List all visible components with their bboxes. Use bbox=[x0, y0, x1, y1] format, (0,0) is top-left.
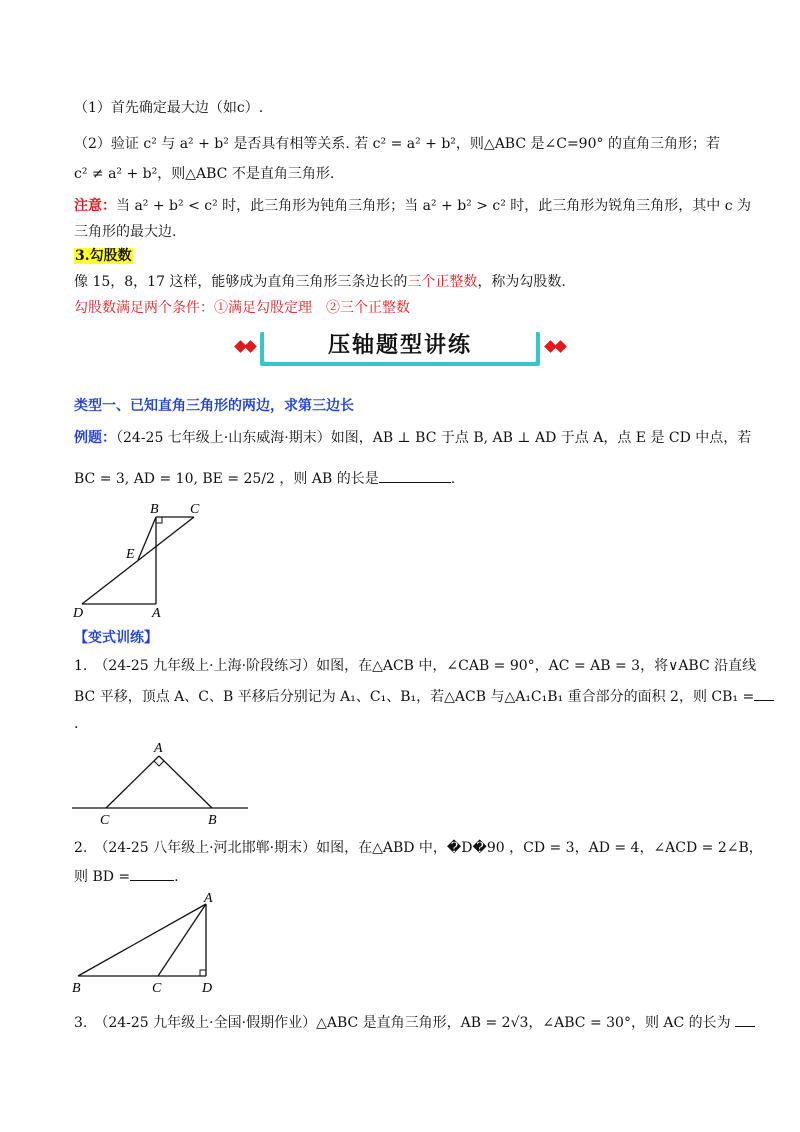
period: . bbox=[450, 471, 456, 487]
fig1-label: A bbox=[152, 606, 161, 620]
gougu-conditions: 勾股数满足两个条件：①满足勾股定理 ②三个正整数 bbox=[74, 300, 410, 316]
section-3-label: 3.勾股数 bbox=[75, 248, 132, 264]
fig3-label: B bbox=[72, 981, 81, 996]
fig2-label: C bbox=[100, 813, 110, 828]
period: . bbox=[174, 869, 179, 885]
q1-line-c: . bbox=[74, 716, 79, 732]
gougu-text-b: ，称为勾股数. bbox=[477, 274, 566, 290]
note-cont: 三角形的最大边. bbox=[74, 224, 177, 240]
answer-blank[interactable] bbox=[735, 1012, 755, 1027]
figure-3 bbox=[66, 890, 226, 1000]
fig3-label: A bbox=[204, 891, 213, 906]
answer-blank[interactable] bbox=[379, 468, 451, 483]
q2-line-b bbox=[74, 866, 179, 887]
q3-text-a: 3. （24-25 九年级上·全国·假期作业）△ABC 是直角三角形，AB = 2√3，∠ABC = 30°，则 AC 的长为 bbox=[74, 1015, 731, 1031]
q2-text-b: 则 BD = bbox=[74, 869, 131, 885]
fig1-label: E bbox=[126, 547, 135, 562]
q3-line-a bbox=[74, 1012, 755, 1033]
fig1-label: C bbox=[190, 502, 200, 517]
note bbox=[74, 196, 751, 216]
gougu-text-a: 像 15，8，17 这样，能够成为直角三角形三条边长的 bbox=[74, 274, 408, 290]
section-banner bbox=[232, 330, 568, 370]
answer-blank[interactable] bbox=[130, 866, 174, 881]
diamond-icon bbox=[554, 340, 567, 353]
q1-line-b bbox=[74, 686, 774, 707]
gougu-red: 三个正整数 bbox=[407, 274, 478, 290]
fig1-label: D bbox=[73, 606, 84, 620]
fig2-label: A bbox=[154, 741, 163, 756]
example-line-a bbox=[74, 428, 751, 448]
step-1: （1）首先确定最大边（如c）. bbox=[74, 100, 264, 116]
example-line-b bbox=[74, 468, 455, 489]
step-2-line-a: （2）验证 c² 与 a² + b² 是否具有相等关系. 若 c² = a² + b²，则△ABC 是∠C=90° 的直角三角形；若 bbox=[74, 136, 720, 152]
type1-heading: 类型一、已知直角三角形的两边，求第三边长 bbox=[74, 398, 354, 414]
figure-2 bbox=[70, 736, 260, 828]
answer-blank[interactable] bbox=[754, 686, 774, 701]
example-text-b: BC = 3, AD = 10, BE = 25/2 ，则 AB 的长是 bbox=[74, 471, 379, 487]
q1-line-a: 1. （24-25 九年级上·上海·阶段练习）如图，在△ACB 中，∠CAB = 90°，AC = AB = 3，将∨ABC 沿直线 bbox=[74, 658, 757, 674]
diamond-icon bbox=[244, 340, 257, 353]
variation-heading: 【变式训练】 bbox=[74, 630, 158, 646]
note-label: 注意： bbox=[74, 198, 116, 214]
section-3-title bbox=[74, 246, 133, 266]
step-2-line-b: c² ≠ a² + b²，则△ABC 不是直角三角形. bbox=[74, 166, 335, 182]
fig2-label: B bbox=[208, 813, 217, 828]
q1-text-b: BC 平移，顶点 A、C、B 平移后分别记为 A₁、C₁、B₁，若△ACB 与△A₁C₁B₁ 重合部分的面积 2，则 CB₁ = bbox=[74, 689, 755, 705]
example-text-a: （24-25 七年级上·山东威海·期末）如图，AB ⊥ BC 于点 B, AB ⊥ AD 于点 A，点 E 是 CD 中点，若 bbox=[116, 430, 752, 446]
figure-1 bbox=[70, 500, 220, 620]
q2-line-a: 2. （24-25 八年级上·河北邯郸·期末）如图，在△ABD 中，�D�90 ，CD = 3，AD = 4，∠ACD = 2∠B， bbox=[74, 840, 763, 856]
fig1-label: B bbox=[150, 502, 159, 517]
example-label: 例题： bbox=[74, 430, 116, 446]
gougu-definition bbox=[74, 272, 566, 292]
banner-title: 压轴题型讲练 bbox=[264, 330, 536, 362]
note-text: 当 a² + b² < c² 时，此三角形为钝角三角形；当 a² + b² > c² 时，此三角形为锐角三角形，其中 c 为 bbox=[116, 198, 752, 214]
fig3-label: C bbox=[152, 981, 162, 996]
fig3-label: D bbox=[202, 981, 213, 996]
